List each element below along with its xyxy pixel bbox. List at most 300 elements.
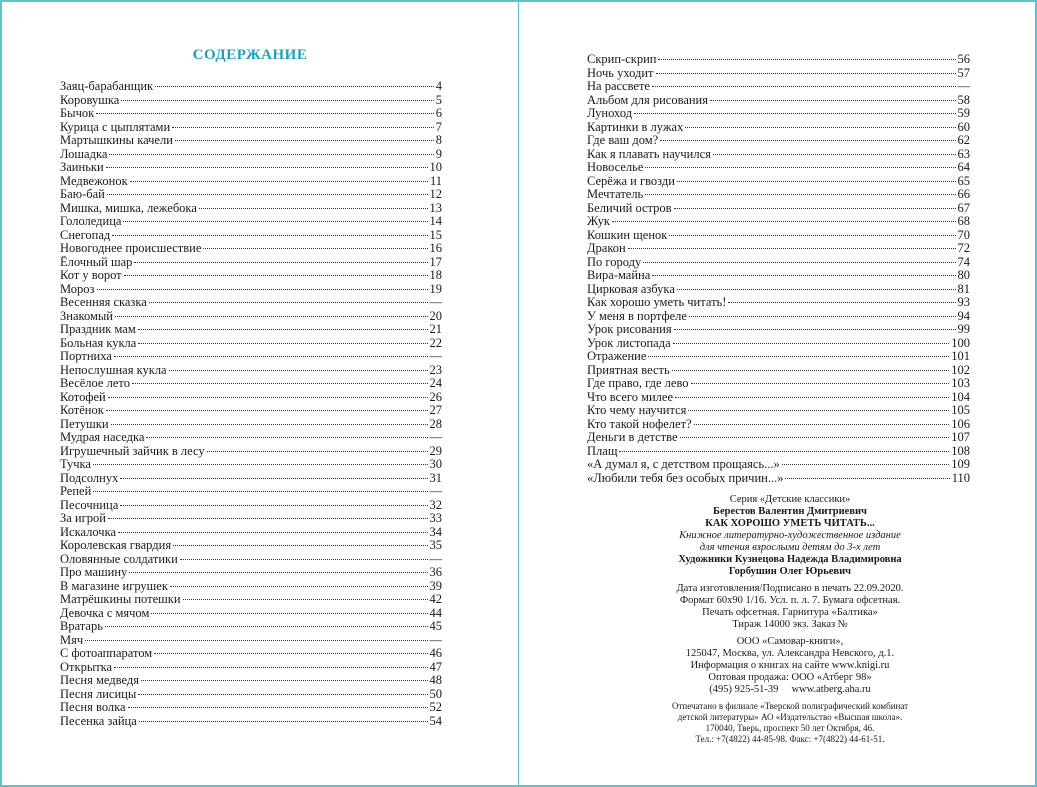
toc-entry	[60, 458, 442, 472]
toc-entry-title: Песня медведя	[60, 673, 139, 687]
toc-dot-leader	[139, 721, 428, 722]
toc-entry-page: 109	[951, 457, 970, 471]
toc-dot-leader	[85, 640, 427, 641]
toc-dot-leader	[628, 248, 956, 249]
toc-entry	[60, 323, 442, 337]
toc-dot-leader	[130, 181, 428, 182]
toc-entry-title: Бычок	[60, 106, 95, 120]
toc-dot-leader	[685, 127, 955, 128]
toc-dot-leader	[146, 437, 427, 438]
toc-entry-title: Урок рисования	[587, 322, 672, 336]
toc-dot-leader	[114, 356, 428, 357]
toc-entry-page: 102	[951, 362, 970, 377]
toc-entry	[60, 215, 442, 229]
toc-entry-title: Заяц-барабанщик	[60, 79, 154, 93]
toc-entry-page: 105	[951, 403, 970, 417]
toc-entry-title: Курица с цыплятами	[60, 119, 171, 134]
toc-entry	[60, 404, 442, 418]
toc-entry	[60, 148, 442, 162]
toc-entry-title: Ёлочный шар	[60, 254, 133, 269]
toc-dot-leader	[155, 86, 434, 87]
toc-entry-title: Открытка	[60, 659, 113, 674]
toc-entry	[587, 67, 970, 81]
toc-entry-title: Оловянные солдатики	[60, 551, 178, 566]
toc-dot-leader	[96, 113, 434, 114]
toc-dot-leader	[680, 437, 950, 438]
toc-dot-leader	[674, 329, 956, 330]
toc-entry-title: Мяч	[60, 632, 84, 647]
toc-entry-page: 81	[957, 281, 970, 296]
toc-dot-leader	[114, 667, 427, 668]
toc-entry	[587, 310, 970, 324]
toc-entry-title: В магазине игрушек	[60, 578, 168, 593]
toc-entry-title: По городу	[587, 254, 642, 269]
colophon-imprint	[588, 494, 992, 745]
toc-dot-leader	[694, 424, 950, 425]
toc-entry	[587, 188, 970, 202]
toc-entry-title: Знакомый	[60, 308, 113, 323]
toc-entry-title: За игрой	[60, 511, 106, 525]
toc-dot-leader	[782, 464, 950, 465]
toc-entry	[60, 296, 442, 310]
toc-entry-title: Песня лисицы	[60, 686, 137, 701]
toc-entry-page: —	[429, 295, 442, 309]
toc-left-column	[60, 80, 442, 728]
toc-entry-page: 103	[951, 376, 970, 390]
toc-entry	[60, 337, 442, 351]
toc-entry-title: Тучка	[60, 457, 91, 471]
toc-entry	[60, 701, 442, 715]
toc-entry-title: Репей	[60, 484, 92, 498]
imprint-illustrators-line-2: Горбушин Олег Юрьевич	[728, 566, 852, 577]
toc-entry-title: У меня в портфеле	[587, 308, 687, 323]
toc-entry	[60, 607, 442, 621]
toc-entry-title: Мечтатель	[587, 187, 644, 201]
toc-dot-leader	[154, 653, 427, 654]
toc-entry-title: Новоселье	[587, 160, 644, 174]
toc-entry-page: 13	[429, 200, 442, 215]
toc-entry-page: 7	[435, 119, 442, 134]
toc-entry	[587, 53, 970, 67]
toc-entry-page: 39	[429, 578, 442, 593]
toc-dot-leader	[652, 86, 956, 87]
toc-entry-page: 107	[951, 430, 970, 444]
toc-entry-page: 66	[957, 187, 970, 201]
toc-entry-title: Песенка зайца	[60, 713, 137, 728]
toc-dot-leader	[672, 370, 950, 371]
toc-entry-title: Праздник мам	[60, 322, 136, 336]
toc-entry	[60, 202, 442, 216]
toc-entry-page: 32	[429, 497, 442, 512]
toc-entry-page: 64	[957, 160, 970, 174]
toc-entry	[587, 445, 970, 459]
toc-entry	[60, 418, 442, 432]
toc-entry	[60, 674, 442, 688]
imprint-date: Дата изготовления/Подписано в печать 22.09.2020.	[676, 583, 904, 594]
toc-entry-title: Деньги в детстве	[587, 430, 678, 444]
toc-entry-page: 30	[429, 457, 442, 471]
imprint-info: Информация о книгах на сайте www.knigi.ru	[690, 660, 890, 671]
toc-entry-title: «Любили тебя без особых причин...»	[587, 470, 784, 485]
toc-entry-page: 106	[951, 416, 970, 431]
toc-dot-leader	[688, 410, 949, 411]
toc-entry-title: Цирковая азбука	[587, 281, 675, 296]
toc-entry	[60, 580, 442, 594]
toc-entry-title: Кто чему научится	[587, 403, 687, 417]
toc-dot-leader	[645, 167, 955, 168]
toc-entry-title: Беличий остров	[587, 200, 672, 215]
toc-entry	[60, 364, 442, 378]
toc-entry	[60, 80, 442, 94]
toc-dot-leader	[689, 316, 956, 317]
toc-dot-leader	[134, 262, 427, 263]
toc-entry	[587, 215, 970, 229]
toc-entry-page: 36	[429, 565, 442, 579]
toc-entry	[60, 539, 442, 553]
toc-entry-title: Гололедица	[60, 214, 122, 228]
toc-entry-page: 72	[957, 241, 970, 255]
toc-entry	[587, 121, 970, 135]
toc-entry	[60, 283, 442, 297]
toc-entry-page: 63	[957, 146, 970, 161]
toc-dot-leader	[124, 275, 428, 276]
toc-dot-leader	[172, 127, 434, 128]
toc-entry	[60, 634, 442, 648]
toc-right-column	[587, 53, 970, 485]
toc-dot-leader	[141, 680, 428, 681]
toc-entry-page: 27	[429, 403, 442, 417]
toc-entry	[587, 94, 970, 108]
toc-entry	[60, 391, 442, 405]
toc-entry-page: 70	[957, 227, 970, 242]
toc-entry-title: Кот у ворот	[60, 268, 122, 282]
toc-entry-page: 23	[429, 362, 442, 377]
toc-dot-leader	[108, 518, 428, 519]
toc-dot-leader	[619, 451, 949, 452]
toc-entry-title: Дракон	[587, 241, 626, 255]
toc-entry-page: 46	[429, 646, 442, 660]
toc-entry-page: 31	[429, 470, 442, 485]
toc-dot-leader	[106, 167, 428, 168]
toc-entry-page: 104	[951, 389, 970, 404]
toc-entry	[587, 161, 970, 175]
toc-entry-page: 35	[429, 538, 442, 552]
toc-entry	[60, 310, 442, 324]
toc-entry-page: 108	[951, 443, 970, 458]
toc-entry-title: Лошадка	[60, 146, 108, 161]
toc-entry-title: Портниха	[60, 349, 112, 363]
toc-entry-page: 15	[429, 227, 442, 242]
toc-entry	[587, 404, 970, 418]
toc-entry	[60, 512, 442, 526]
toc-entry-page: 17	[429, 254, 442, 269]
toc-entry-page: 60	[957, 119, 970, 134]
toc-entry-title: Кошкин щенок	[587, 227, 668, 242]
toc-entry-title: Мороз	[60, 281, 95, 296]
toc-entry	[587, 391, 970, 405]
toc-entry-title: Искалочка	[60, 524, 116, 539]
toc-entry	[60, 107, 442, 121]
toc-entry	[587, 256, 970, 270]
toc-entry-page: —	[429, 484, 442, 498]
toc-entry-title: Картинки в лужах	[587, 119, 684, 134]
toc-entry	[587, 337, 970, 351]
toc-entry-page: 9	[435, 146, 442, 161]
toc-dot-leader	[674, 208, 956, 209]
toc-dot-leader	[121, 100, 434, 101]
toc-entry	[60, 620, 442, 634]
toc-dot-leader	[97, 289, 428, 290]
toc-entry-page: 42	[429, 592, 442, 606]
toc-dot-leader	[199, 208, 428, 209]
toc-entry-title: Петушки	[60, 416, 109, 431]
imprint-printed-line-1: Отпечатано в филиале «Тверской полиграфический комбинат	[671, 701, 909, 711]
toc-entry-page: 21	[429, 322, 442, 336]
toc-entry	[60, 175, 442, 189]
toc-entry-page: 6	[435, 106, 442, 120]
toc-entry-page: 14	[429, 214, 442, 228]
toc-dot-leader	[107, 194, 428, 195]
toc-dot-leader	[645, 194, 955, 195]
toc-entry	[587, 458, 970, 472]
toc-dot-leader	[175, 140, 434, 141]
toc-dot-leader	[115, 316, 428, 317]
toc-entry-title: Королевская гвардия	[60, 538, 172, 552]
toc-dot-leader	[105, 626, 428, 627]
toc-dot-leader	[660, 140, 955, 141]
toc-entry-title: Урок листопада	[587, 335, 671, 350]
toc-entry	[60, 445, 442, 459]
toc-entry-title: «А думал я, с детством прощаясь...»	[587, 457, 780, 471]
toc-entry-title: С фотоаппаратом	[60, 646, 153, 660]
toc-entry-title: Котофей	[60, 389, 106, 404]
toc-entry	[587, 323, 970, 337]
toc-entry-title: Котёнок	[60, 403, 104, 417]
toc-dot-leader	[120, 478, 427, 479]
toc-entry	[60, 499, 442, 513]
toc-dot-leader	[673, 343, 950, 344]
toc-entry-page: 100	[951, 335, 970, 350]
toc-entry	[587, 431, 970, 445]
toc-entry-title: Мишка, мишка, лежебока	[60, 200, 197, 215]
toc-entry	[587, 80, 970, 94]
toc-entry-page: 10	[429, 160, 442, 174]
toc-dot-leader	[169, 370, 428, 371]
toc-dot-leader	[728, 302, 955, 303]
toc-entry-page: 34	[429, 524, 442, 539]
toc-entry-page: 56	[957, 52, 970, 66]
toc-entry-page: 93	[957, 295, 970, 309]
toc-entry-title: Плащ	[587, 443, 618, 458]
toc-entry-page: 8	[435, 133, 442, 147]
toc-dot-leader	[138, 694, 427, 695]
toc-dot-leader	[656, 73, 956, 74]
toc-dot-leader	[111, 424, 428, 425]
toc-dot-leader	[149, 302, 428, 303]
toc-entry-title: Подсолнух	[60, 470, 119, 485]
toc-entry-title: Мудрая наседка	[60, 430, 145, 444]
toc-entry	[587, 418, 970, 432]
toc-entry-page: 110	[951, 470, 970, 485]
toc-entry	[60, 121, 442, 135]
toc-entry-page: 5	[435, 92, 442, 107]
imprint-format: Формат 60х90 1/16. Усл. п. л. 7. Бумага офсетная.	[679, 595, 901, 606]
toc-entry-title: Баю-бай	[60, 187, 105, 201]
toc-entry-title: Вира-майна	[587, 268, 651, 282]
toc-dot-leader	[180, 559, 428, 560]
toc-entry	[60, 553, 442, 567]
toc-dot-leader	[677, 181, 956, 182]
toc-dot-leader	[123, 221, 427, 222]
toc-entry-page: 28	[429, 416, 442, 431]
toc-entry-title: Скрип-скрип	[587, 52, 657, 66]
toc-heading: СОДЕРЖАНИЕ	[192, 47, 308, 63]
toc-entry-page: 50	[429, 686, 442, 701]
toc-entry-page: 19	[429, 281, 442, 296]
toc-dot-leader	[109, 154, 433, 155]
toc-entry	[587, 472, 970, 486]
toc-entry-title: Ночь уходит	[587, 65, 654, 80]
toc-entry	[60, 661, 442, 675]
imprint-wholesale: Оптовая продажа: ООО «Атберг 98»	[708, 672, 872, 683]
toc-entry-title: Весенняя сказка	[60, 295, 147, 309]
toc-entry-page: 101	[951, 349, 970, 363]
book-spine-divider	[518, 0, 519, 787]
toc-entry	[60, 485, 442, 499]
toc-entry-page: 54	[429, 713, 442, 728]
toc-dot-leader	[612, 221, 956, 222]
toc-entry-page: 57	[957, 65, 970, 80]
toc-entry-title: Заиньки	[60, 160, 104, 174]
toc-entry-page: —	[429, 632, 442, 647]
toc-entry	[60, 526, 442, 540]
toc-entry	[60, 94, 442, 108]
toc-entry-page: 62	[957, 133, 970, 147]
toc-entry-page: 52	[429, 700, 442, 714]
toc-dot-leader	[652, 275, 955, 276]
toc-entry	[587, 283, 970, 297]
toc-entry	[60, 229, 442, 243]
toc-entry-page: 45	[429, 619, 442, 633]
imprint-book-title: КАК ХОРОШО УМЕТЬ ЧИТАТЬ...	[705, 518, 875, 529]
toc-entry	[60, 269, 442, 283]
toc-entry-title: Весёлое лето	[60, 376, 130, 390]
imprint-phone-site: (495) 925-51-39 www.atberg.aha.ru	[709, 684, 871, 695]
toc-entry	[60, 688, 442, 702]
toc-entry-page: 26	[429, 389, 442, 404]
toc-dot-leader	[93, 464, 428, 465]
toc-entry-title: Что всего милее	[587, 389, 673, 404]
imprint-printed-line-2: детской литературы» АО «Издательство «Высшая школа».	[677, 712, 903, 722]
toc-entry-page: 80	[957, 268, 970, 282]
toc-entry-title: Матрёшкины потешки	[60, 592, 181, 606]
toc-entry	[587, 269, 970, 283]
toc-entry-page: 99	[957, 322, 970, 336]
toc-dot-leader	[108, 397, 428, 398]
toc-entry-title: Песочница	[60, 497, 119, 512]
toc-dot-leader	[634, 113, 955, 114]
toc-entry-title: Медвежонок	[60, 173, 128, 188]
toc-entry	[60, 350, 442, 364]
toc-dot-leader	[118, 532, 428, 533]
toc-entry-page: 11	[429, 173, 442, 188]
toc-entry-title: Про машину	[60, 565, 128, 579]
toc-entry-page: 4	[435, 79, 442, 93]
toc-entry-page: 24	[429, 376, 442, 390]
toc-dot-leader	[138, 343, 427, 344]
toc-entry	[60, 161, 442, 175]
toc-entry-title: Больная кукла	[60, 335, 137, 350]
toc-dot-leader	[129, 572, 427, 573]
toc-entry	[587, 350, 970, 364]
imprint-series: Серия «Детские классики»	[729, 494, 851, 505]
toc-entry-page: 12	[429, 187, 442, 201]
toc-dot-leader	[648, 356, 949, 357]
toc-entry-title: Вратарь	[60, 619, 103, 633]
toc-entry-title: На рассвете	[587, 79, 650, 93]
toc-entry-page: 58	[957, 92, 970, 107]
toc-entry	[587, 242, 970, 256]
page-frame-left	[0, 0, 2, 787]
toc-entry-page: 94	[957, 308, 970, 323]
toc-entry	[60, 431, 442, 445]
toc-dot-leader	[183, 599, 428, 600]
toc-entry-page: 68	[957, 214, 970, 228]
toc-entry-title: Луноход	[587, 106, 633, 120]
toc-dot-leader	[710, 100, 956, 101]
toc-dot-leader	[669, 235, 955, 236]
toc-entry	[587, 175, 970, 189]
toc-entry-page: —	[429, 551, 442, 566]
toc-entry-page: —	[957, 79, 970, 93]
toc-entry	[587, 296, 970, 310]
toc-entry-page: 47	[429, 659, 442, 674]
toc-dot-leader	[658, 59, 955, 60]
toc-entry-page: 29	[429, 443, 442, 458]
toc-entry	[60, 188, 442, 202]
toc-entry-title: Мартышкины качели	[60, 133, 173, 147]
toc-entry-page: 33	[429, 511, 442, 525]
toc-dot-leader	[203, 248, 427, 249]
toc-entry-title: Коровушка	[60, 92, 120, 107]
toc-dot-leader	[128, 707, 428, 708]
toc-entry-title: Как я плавать научился	[587, 146, 711, 161]
toc-dot-leader	[675, 397, 949, 398]
toc-entry	[60, 242, 442, 256]
toc-entry-title: Где право, где лево	[587, 376, 689, 390]
toc-entry	[587, 364, 970, 378]
toc-entry-page: —	[429, 430, 442, 444]
toc-dot-leader	[120, 505, 427, 506]
toc-entry	[60, 566, 442, 580]
toc-entry	[587, 107, 970, 121]
toc-entry-title: Кто такой нофелет?	[587, 416, 692, 431]
toc-dot-leader	[173, 545, 427, 546]
toc-entry	[587, 134, 970, 148]
toc-entry-title: Приятная весть	[587, 362, 670, 377]
toc-entry	[587, 377, 970, 391]
toc-dot-leader	[207, 451, 428, 452]
toc-entry-page: 65	[957, 173, 970, 188]
toc-entry-title: Игрушечный зайчик в лесу	[60, 443, 205, 458]
toc-entry	[60, 256, 442, 270]
toc-entry-page: 48	[429, 673, 442, 687]
toc-entry-page: —	[429, 349, 442, 363]
toc-entry	[587, 229, 970, 243]
imprint-address: 125047, Москва, ул. Александра Невского, д.1.	[685, 648, 895, 659]
toc-dot-leader	[106, 410, 428, 411]
toc-entry-page: 22	[429, 335, 442, 350]
